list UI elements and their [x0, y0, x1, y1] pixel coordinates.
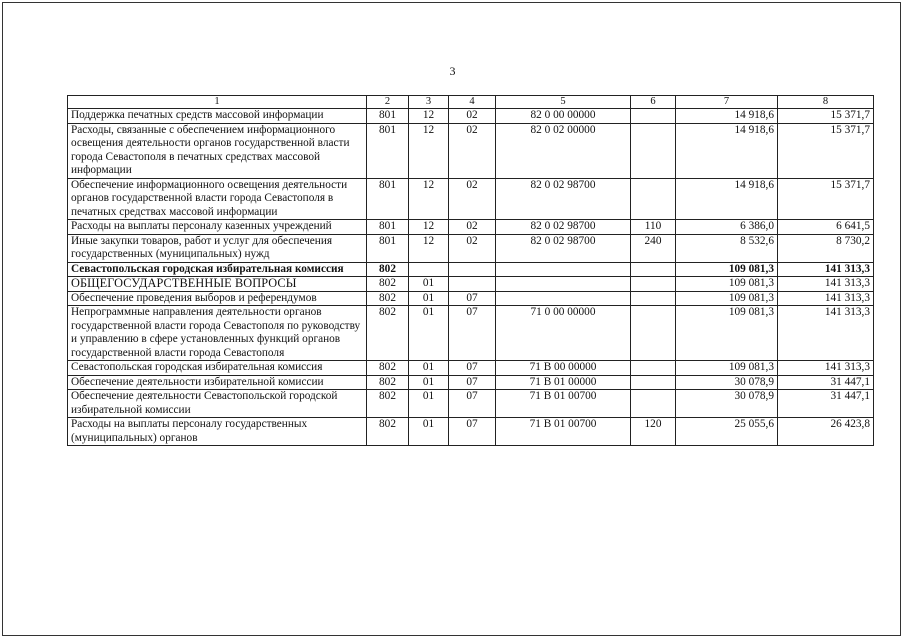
row-subsection-cell — [449, 277, 496, 292]
table-row — [68, 262, 874, 277]
table-row — [68, 390, 874, 418]
row-expense-type-cell — [631, 361, 676, 376]
row-subsection-cell: 02 — [449, 234, 496, 262]
row-amount-7-cell: 109 081,3 — [676, 306, 778, 361]
row-amount-7-cell: 109 081,3 — [676, 291, 778, 306]
row-amount-7-cell: 109 081,3 — [676, 277, 778, 292]
row-subsection-cell: 02 — [449, 109, 496, 124]
row-subsection-cell: 02 — [449, 178, 496, 220]
row-amount-8-cell: 141 313,3 — [778, 291, 874, 306]
row-ministry-code-cell: 801 — [367, 234, 409, 262]
row-target-article-cell: 82 0 02 98700 — [496, 234, 631, 262]
table-row — [68, 178, 874, 220]
row-amount-8-cell: 15 371,7 — [778, 178, 874, 220]
row-target-article-cell — [496, 277, 631, 292]
row-section-cell: 01 — [409, 418, 449, 446]
row-ministry-code-cell: 801 — [367, 178, 409, 220]
row-subsection-cell — [449, 262, 496, 277]
row-target-article-cell: 71 В 01 00000 — [496, 375, 631, 390]
row-ministry-code-cell: 802 — [367, 262, 409, 277]
table-row — [68, 306, 874, 361]
row-name-cell: Обеспечение деятельности Севастопольской городской избирательной комиссии — [68, 390, 367, 418]
row-section-cell: 01 — [409, 390, 449, 418]
column-header-8: 8 — [778, 96, 874, 109]
table-row — [68, 291, 874, 306]
row-amount-8-cell: 141 313,3 — [778, 277, 874, 292]
row-section-cell: 01 — [409, 277, 449, 292]
row-section-cell: 01 — [409, 361, 449, 376]
row-subsection-cell: 07 — [449, 375, 496, 390]
row-target-article-cell — [496, 262, 631, 277]
row-ministry-code-cell: 802 — [367, 291, 409, 306]
row-amount-8-cell: 15 371,7 — [778, 123, 874, 178]
table-row — [68, 220, 874, 235]
table-header-row — [68, 96, 874, 109]
column-header-4: 4 — [449, 96, 496, 109]
table-body — [68, 109, 874, 446]
table-row — [68, 123, 874, 178]
column-header-1: 1 — [68, 96, 367, 109]
row-amount-7-cell: 30 078,9 — [676, 390, 778, 418]
row-subsection-cell: 02 — [449, 123, 496, 178]
row-section-cell: 12 — [409, 109, 449, 124]
row-amount-8-cell: 8 730,2 — [778, 234, 874, 262]
row-target-article-cell: 82 0 02 98700 — [496, 220, 631, 235]
row-target-article-cell: 71 В 01 00700 — [496, 390, 631, 418]
row-section-cell: 12 — [409, 178, 449, 220]
row-name-cell: Обеспечение информационного освещения деятельности органов государственной власти города Севастополя в печатных средствах массовой информации — [68, 178, 367, 220]
row-name-cell: Обеспечение проведения выборов и референдумов — [68, 291, 367, 306]
row-amount-7-cell: 8 532,6 — [676, 234, 778, 262]
row-target-article-cell — [496, 291, 631, 306]
row-amount-7-cell: 14 918,6 — [676, 109, 778, 124]
row-section-cell: 01 — [409, 291, 449, 306]
table-row — [68, 361, 874, 376]
row-amount-8-cell: 6 641,5 — [778, 220, 874, 235]
row-amount-8-cell: 141 313,3 — [778, 361, 874, 376]
row-name-cell: Иные закупки товаров, работ и услуг для обеспечения государственных (муниципальных) нужд — [68, 234, 367, 262]
table-row — [68, 234, 874, 262]
row-expense-type-cell: 240 — [631, 234, 676, 262]
row-expense-type-cell — [631, 123, 676, 178]
row-subsection-cell: 02 — [449, 220, 496, 235]
row-amount-7-cell: 109 081,3 — [676, 262, 778, 277]
row-amount-8-cell: 141 313,3 — [778, 306, 874, 361]
table-row — [68, 375, 874, 390]
row-amount-7-cell: 6 386,0 — [676, 220, 778, 235]
row-expense-type-cell — [631, 262, 676, 277]
row-section-cell: 01 — [409, 375, 449, 390]
row-name-cell: Севастопольская городская избирательная комиссия — [68, 361, 367, 376]
row-amount-7-cell: 30 078,9 — [676, 375, 778, 390]
column-header-6: 6 — [631, 96, 676, 109]
row-amount-7-cell: 14 918,6 — [676, 178, 778, 220]
row-subsection-cell: 07 — [449, 418, 496, 446]
row-name-cell: Обеспечение деятельности избирательной комиссии — [68, 375, 367, 390]
row-amount-8-cell: 15 371,7 — [778, 109, 874, 124]
row-section-cell: 12 — [409, 220, 449, 235]
row-section-cell — [409, 262, 449, 277]
table-row — [68, 277, 874, 292]
row-subsection-cell: 07 — [449, 291, 496, 306]
row-subsection-cell: 07 — [449, 306, 496, 361]
row-ministry-code-cell: 802 — [367, 306, 409, 361]
row-expense-type-cell — [631, 109, 676, 124]
row-amount-8-cell: 141 313,3 — [778, 262, 874, 277]
row-ministry-code-cell: 801 — [367, 220, 409, 235]
row-expense-type-cell — [631, 375, 676, 390]
row-expense-type-cell — [631, 291, 676, 306]
row-expense-type-cell — [631, 306, 676, 361]
row-expense-type-cell — [631, 390, 676, 418]
table-row — [68, 109, 874, 124]
row-target-article-cell: 82 0 02 98700 — [496, 178, 631, 220]
table-row — [68, 418, 874, 446]
row-target-article-cell: 71 0 00 00000 — [496, 306, 631, 361]
row-subsection-cell: 07 — [449, 361, 496, 376]
row-ministry-code-cell: 801 — [367, 109, 409, 124]
row-amount-8-cell: 26 423,8 — [778, 418, 874, 446]
row-name-cell: ОБЩЕГОСУДАРСТВЕННЫЕ ВОПРОСЫ — [68, 277, 367, 292]
row-amount-7-cell: 109 081,3 — [676, 361, 778, 376]
row-expense-type-cell — [631, 277, 676, 292]
row-ministry-code-cell: 802 — [367, 361, 409, 376]
row-name-cell: Непрограммные направления деятельности органов государственной власти города Севастополя по руководству и управлению в сфере установленных функций органов государственной власти города Севастополя — [68, 306, 367, 361]
row-subsection-cell: 07 — [449, 390, 496, 418]
row-expense-type-cell — [631, 178, 676, 220]
row-amount-7-cell: 25 055,6 — [676, 418, 778, 446]
row-name-cell: Расходы на выплаты персоналу казенных учреждений — [68, 220, 367, 235]
row-target-article-cell: 71 В 01 00700 — [496, 418, 631, 446]
budget-table — [67, 95, 874, 446]
column-header-2: 2 — [367, 96, 409, 109]
row-target-article-cell: 82 0 00 00000 — [496, 109, 631, 124]
row-amount-8-cell: 31 447,1 — [778, 375, 874, 390]
row-expense-type-cell: 110 — [631, 220, 676, 235]
row-amount-8-cell: 31 447,1 — [778, 390, 874, 418]
row-ministry-code-cell: 801 — [367, 123, 409, 178]
row-section-cell: 12 — [409, 123, 449, 178]
row-section-cell: 12 — [409, 234, 449, 262]
row-target-article-cell: 71 В 00 00000 — [496, 361, 631, 376]
row-ministry-code-cell: 802 — [367, 390, 409, 418]
row-name-cell: Расходы на выплаты персоналу государственных (муниципальных) органов — [68, 418, 367, 446]
column-header-3: 3 — [409, 96, 449, 109]
row-ministry-code-cell: 802 — [367, 418, 409, 446]
row-name-cell: Расходы, связанные с обеспечением информационного освещения деятельности органов государственной власти города Севастополя в печатных средствах массовой информации — [68, 123, 367, 178]
row-expense-type-cell: 120 — [631, 418, 676, 446]
row-ministry-code-cell: 802 — [367, 375, 409, 390]
row-name-cell: Поддержка печатных средств массовой информации — [68, 109, 367, 124]
column-header-5: 5 — [496, 96, 631, 109]
row-target-article-cell: 82 0 02 00000 — [496, 123, 631, 178]
page-number: 3 — [449, 64, 456, 78]
column-header-7: 7 — [676, 96, 778, 109]
row-ministry-code-cell: 802 — [367, 277, 409, 292]
row-amount-7-cell: 14 918,6 — [676, 123, 778, 178]
row-name-cell: Севастопольская городская избирательная комиссия — [68, 262, 367, 277]
row-section-cell: 01 — [409, 306, 449, 361]
